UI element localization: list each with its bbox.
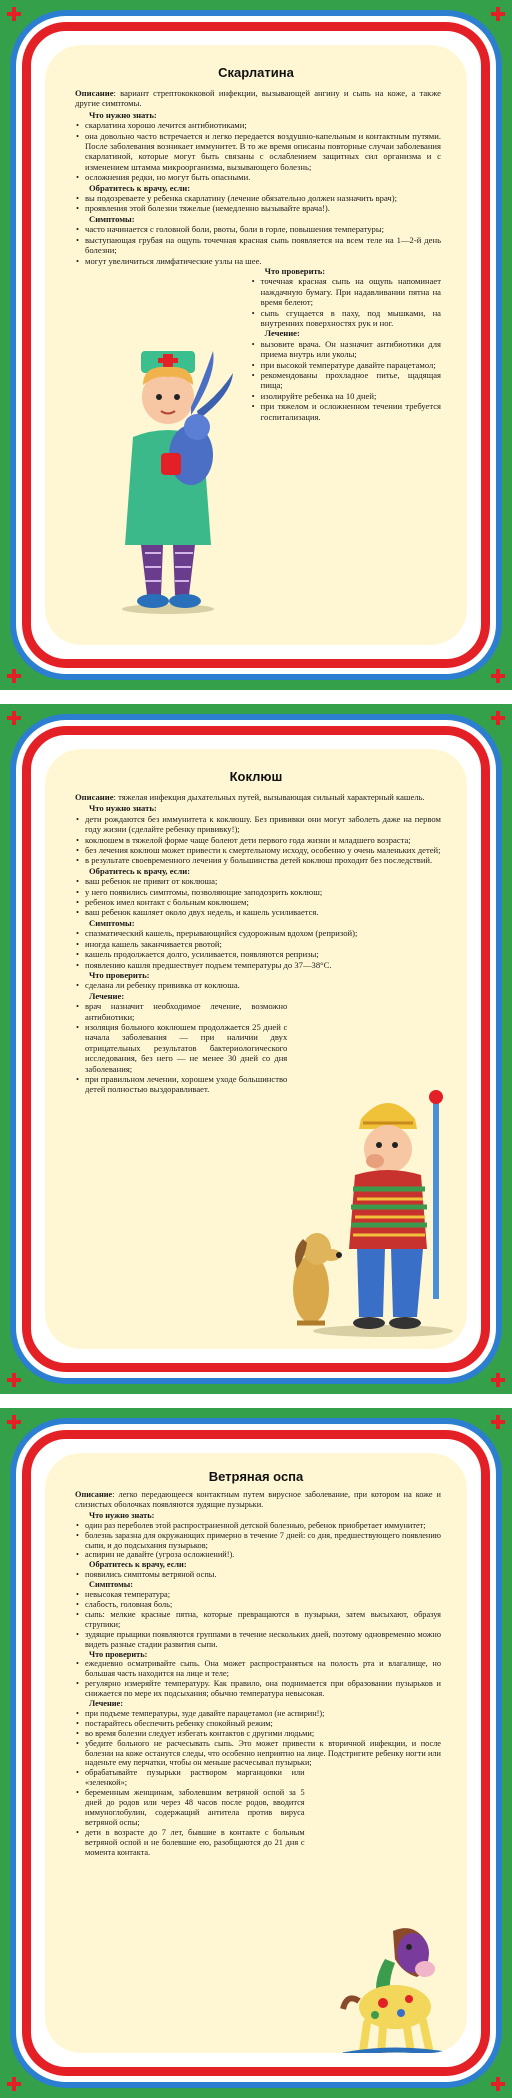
list-item: • выступающая грубая на ощупь точечная красная сыпь появляется на всем теле на 1—2-й день болезни; [85,235,441,256]
section-list [75,224,441,266]
section-heading: Лечение: [89,1699,123,1709]
section-list [75,1709,441,1768]
card-title: Скарлатина [218,65,294,80]
list-item: • вызовите врача. Он назначит антибиотики для приема внутрь или уколы; [261,339,441,360]
section-list [75,876,441,918]
list-item: • слабость, головная боль; [85,1600,441,1610]
section-heading: Обратитесь к врачу, если: [89,182,191,193]
list-item: • при тяжелом и осложненном течении требуется госпитализация. [261,401,441,422]
red-cross-icon [6,6,22,22]
section-heading: Что проверить: [89,1649,148,1659]
section-heading: Что нужно знать: [89,803,157,814]
list-item: • невысокая температура; [85,1590,441,1600]
description-label: Описание [75,792,114,802]
list-item: • беременным женщинам, заболевшим ветряной оспой за 5 дней до родов или через 48 часов после родов, вводится иммуноглобулин, содержащий антитела против вируса ветряной оспы; [85,1788,305,1828]
right-column [251,266,441,422]
list-item: • один раз переболев этой распространенной детской болезнью, ребенок приобретает иммунитет; [85,1521,441,1531]
card-pertussis [0,704,512,1394]
list-item: • ребенок имел контакт с больным коклюшем; [85,897,441,907]
description [75,792,441,802]
section-list [75,1768,305,1857]
red-cross-icon [490,1414,506,1430]
red-cross-icon [6,668,22,684]
section-heading: Что проверить: [89,969,150,980]
card-title: Коклюш [229,769,283,784]
list-item: • изолируйте ребенка на 10 дней; [261,391,441,401]
section-list [251,339,441,422]
section-list [75,980,287,990]
red-cross-icon [490,710,506,726]
section-list [75,1659,441,1699]
list-item: • обрабатывайте пузырьки раствором марганцовки или «зеленкой»; [85,1768,305,1788]
red-cross-icon [6,1372,22,1388]
list-item: • при подъеме температуры, зуде давайте парацетамол (не аспирин!); [85,1709,441,1719]
list-item: • изоляция больного коклюшем продолжается 25 дней с начала заболевания — при наличии двух отрицательных результатов бактериологического исследования, без него — не менее 30 дней со дня заболевания; [85,1022,287,1074]
list-item: • кашель продолжается долго, усиливается, появляются репризы; [85,949,441,959]
list-item: • без лечения коклюш может привести к смертельному исходу, особенно у очень маленьких детей; [85,845,441,855]
list-item: • дети в возрасте до 7 лет, бывшие в контакте с больным ветряной оспой и не болевшие ею, разобщаются до 21 дня с момента контакта. [85,1828,305,1858]
section-list [251,276,441,328]
list-item: • осложнения редки, но могут быть опасными. [85,172,441,182]
section-heading: Что проверить: [264,265,326,276]
list-item: • иногда кашель заканчивается рвотой; [85,939,441,949]
section-list [75,1570,441,1580]
section-list [75,1521,441,1561]
card-frame [22,726,490,1372]
list-item: • появились симптомы ветряной оспы. [85,1570,441,1580]
red-cross-icon [490,668,506,684]
list-item: • часто начинается с головной боли, рвоты, боли в горле, повышения температуры; [85,224,441,234]
description-label: Описание [75,1490,113,1499]
list-item: • рекомендованы прохладное питье, щадящая пища; [261,370,441,391]
section-list [75,814,441,866]
description-text: : вариант стрептококковой инфекции, вызывающей ангину и сыпь на коже, а также другие симптомы. [75,88,441,109]
list-item: • появлению кашля предшествует подъем температуры до 37—38°С. [85,960,441,970]
list-item: • убедите больного не расчесывать сыпь. Это может привести к вторичной инфекции, и после болезни на коже останутся следы, что особенно неприятно на лице. Подстригите ребенку ногти или наденьте ему перчатки, чтобы он меньше расчесывал пузырьки; [85,1739,441,1769]
list-item: • болезнь заразна для окружающих примерно в течение 7 дней: со дня, предшествующего появлению сыпи, и до подсыхания пузырьков; [85,1531,441,1551]
list-item: • сделана ли ребенку прививка от коклюша. [85,980,287,990]
list-item: • зудящие прыщики появляются группами в течение нескольких дней, поэтому одновременно можно видеть разные стадии развития сыпи. [85,1630,441,1650]
list-item: • сыпь сгущается в паху, под мышками, на внутренних поверхностях рук и ног. [261,308,441,329]
description-label: Описание [75,88,114,98]
nurse-with-bunny-illustration [93,345,243,615]
section-heading: Симптомы: [89,1580,134,1590]
lower-column [75,970,287,1095]
list-item: • ваш ребенок не привит от коклюша; [85,876,441,886]
list-item: • при правильном лечении, хорошем уходе большинство детей полностью выздоравливает. [85,1074,287,1095]
section-heading: Что нужно знать: [89,1510,155,1520]
section-list [75,120,441,182]
red-cross-icon [6,710,22,726]
list-item: • коклюшем в тяжелой форме чаще болеют дети первого года жизни и младшего возраста; [85,835,441,845]
section-heading: Что нужно знать: [89,109,157,120]
list-item: • при высокой температуре давайте парацетамол; [261,360,441,370]
section-heading: Симптомы: [89,213,135,224]
boy-with-dog-illustration [283,1079,463,1339]
list-item: • вы подозреваете у ребенка скарлатину (лечение обязательно должен назначить врач); [85,193,441,203]
card-panel [45,45,467,645]
list-item: • ежедневно осматривайте сыпь. Она может распространяться на полость рта и влагалище, но большая часть находится на лице и теле; [85,1659,441,1679]
card-text [45,1490,467,1858]
list-item: • аспирин не давайте (угроза осложнений!). [85,1550,441,1560]
section-list [75,193,441,214]
list-item: • у него появились симптомы, позволяющие заподозрить коклюш; [85,887,441,897]
red-cross-icon [490,1372,506,1388]
list-item: • во время болезни следует избегать контактов с другими людьми; [85,1729,441,1739]
card-frame [22,22,490,668]
list-item: • проявления этой болезни тяжелые (немедленно вызывайте врача!). [85,203,441,213]
list-item: • дети рождаются без иммунитета к коклюшу. Без прививки они могут заболеть даже на первом году жизни (сделайте ребенку прививку!); [85,814,441,835]
list-item: • постарайтесь обеспечить ребенку спокойный режим; [85,1719,441,1729]
list-item: • точечная красная сыпь на ощупь напоминает наждачную бумагу. При надавливании пятна на время белеют; [261,276,441,307]
card-panel [45,749,467,1349]
list-item: • она довольно часто встречается и легко передается воздушно-капельным и контактным путями. После заболевания возникает иммунитет. В то же время описаны повторные случаи заболевания скарлатиной, которые могут быть связаны с ослаблением защитных сил организма и с изменением штамма микроорганизма, вызывающего болезнь; [85,131,441,173]
red-cross-icon [6,2076,22,2092]
list-item: • могут увеличиться лимфатические узлы на шее. [85,256,441,266]
card-text [45,792,467,1095]
list-item: • спазматический кашель, прерывающийся судорожным вдохом (репризой); [85,928,441,938]
card-panel [45,1453,467,2053]
toy-horse-illustration [333,1923,463,2053]
list-item: • врач назначит необходимое лечение, возможно антибиотики; [85,1001,287,1022]
section-list [75,1001,287,1095]
list-item: • скарлатина хорошо лечится антибиотиками; [85,120,441,130]
red-cross-icon [490,6,506,22]
list-item: • сыпь: мелкие красные пятна, которые превращаются в пузырьки, затем высыхают, образуя струпики; [85,1610,441,1630]
list-item: • в результате своевременного лечения у большинства детей коклюш проходит без последствий. [85,855,441,865]
red-cross-icon [6,1414,22,1430]
section-list [75,928,441,970]
list-item: • регулярно измеряйте температуру. Как правило, она поднимается при образовании пузырьков и снижается по мере их подсыхания; обычно температура невысокая. [85,1679,441,1699]
description [75,88,441,109]
card-chickenpox [0,1408,512,2098]
red-cross-icon [490,2076,506,2092]
section-heading: Обратитесь к врачу, если: [89,865,191,876]
card-frame [22,1430,490,2076]
description-text: : легко передающееся контактным путем вирусное заболевание, при котором на коже и слизистых оболочках появляются зудящие пузырьки. [75,1490,441,1509]
section-heading: Симптомы: [89,917,135,928]
card-scarlatina [0,0,512,690]
card-title: Ветряная оспа [208,1469,304,1484]
description-text: : тяжелая инфекция дыхательных путей, вызывающая сильный характерный кашель. [113,792,425,802]
section-heading: Лечение: [89,990,125,1001]
section-list [75,1590,441,1649]
section-heading: Обратитесь к врачу, если: [89,1560,187,1570]
list-item: • ваш ребенок кашляет около двух недель, и кашель усиливается. [85,907,441,917]
section-heading: Лечение: [264,328,300,339]
description [75,1490,441,1510]
